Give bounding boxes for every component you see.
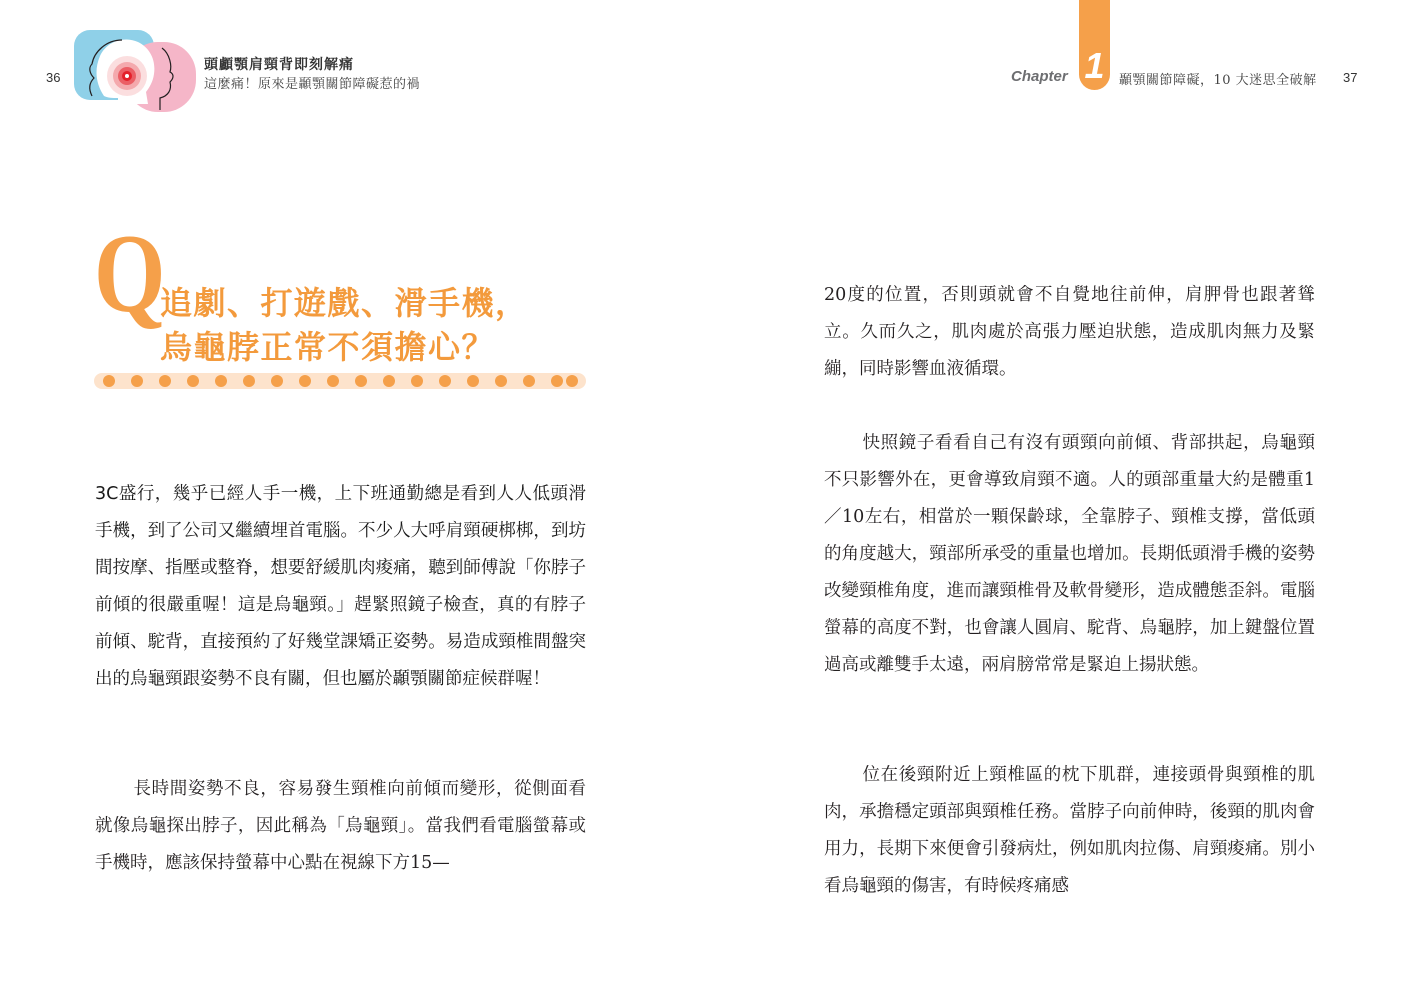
section-heading-line-2: 烏龜脖正常不須擔心？: [160, 328, 496, 366]
dotted-divider: [94, 373, 586, 389]
head-profiles-pain-icon: [74, 30, 196, 112]
running-header-title: 頭顱顎肩頸背即刻解痛: [204, 57, 354, 73]
right-page-number: 37: [1343, 70, 1358, 85]
q-marker: Q: [94, 212, 166, 336]
left-page-number: 36: [46, 70, 61, 85]
intro-paragraph: 3C盛行，幾乎已經人手一機，上下班通勤總是看到人人低頭滑手機，到了公司又繼續埋首電腦。不少人大呼肩頸硬梆梆，到坊間按摩、指壓或整脊，想要舒緩肌肉痠痛，聽到師傅說「你脖子前傾的很嚴重喔！這是烏龜頸。」趕緊照鏡子檢查，真的有脖子前傾、駝背，直接預約了好幾堂課矯正姿勢。易造成頸椎間盤突出的烏龜頸跟姿勢不良有關，但也屬於顳顎關節症候群喔！: [95, 484, 586, 689]
paragraph-2: 快照鏡子看看自己有沒有頭頸向前傾、背部拱起，烏龜頸不只影響外在，更會導致肩頸不適。人的頭部重量大約是體重1／10左右，相當於一顆保齡球，全靠脖子、頸椎支撐，當低頭的角度越大，頸部所承受的重量也增加。長期低頭滑手機的姿勢改變頸椎角度，進而讓頸椎骨及軟骨變形，造成體態歪斜。電腦螢幕的高度不對，也會讓人圓肩、駝背、烏龜脖，加上鍵盤位置過高或離雙手太遠，兩肩膀常常是緊迫上揚狀態。: [824, 433, 1315, 675]
body-paragraph: 長時間姿勢不良，容易發生頸椎向前傾而變形，從側面看就像烏龜探出脖子，因此稱為「烏龜頸」。當我們看電腦螢幕或手機時，應該保持螢幕中心點在視線下方15—: [95, 779, 586, 873]
running-header-subtitle: 這麼痛！原來是顳顎關節障礙惹的禍: [204, 77, 421, 92]
chapter-title: 顳顎關節障礙，10 大迷思全破解: [1119, 73, 1317, 88]
section-heading-line-1: 追劇、打遊戲、滑手機，: [160, 284, 529, 322]
paragraph-continued: 20度的位置，否則頭就會不自覺地往前伸，肩胛骨也跟著聳立。久而久之，肌肉處於高張力壓迫狀態，造成肌肉無力及緊繃，同時影響血液循環。: [824, 285, 1315, 379]
chapter-number: 1: [1084, 45, 1105, 86]
chapter-label: Chapter: [1011, 68, 1068, 85]
paragraph-3: 位在後頸附近上頸椎區的枕下肌群，連接頭骨與頸椎的肌肉，承擔穩定頭部與頸椎任務。當脖子向前伸時，後頸的肌肉會用力，長期下來便會引發病灶，例如肌肉拉傷、肩頸痠痛。別小看烏龜頸的傷害，有時候疼痛感: [824, 765, 1315, 896]
